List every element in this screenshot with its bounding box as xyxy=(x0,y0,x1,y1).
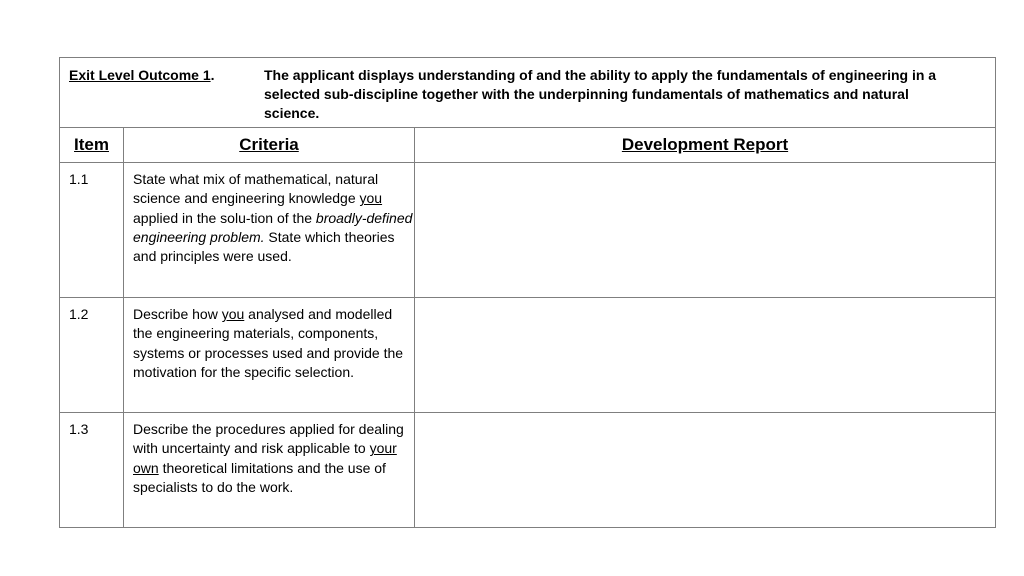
criteria-column-header: Criteria xyxy=(124,128,415,163)
criteria-text: Describe how you analysed and modelled the engineering materials, components, systems or processes used and provide the motivation for the specific selection. xyxy=(124,298,415,413)
report-column-header: Development Report xyxy=(415,128,996,163)
item-number: 1.1 xyxy=(60,163,124,298)
criteria-text: State what mix of mathematical, natural science and engineering knowledge you applied in the solu-tion of the broadly-defined engineering problem. State which theories and principles were used. xyxy=(124,163,415,298)
item-number: 1.2 xyxy=(60,298,124,413)
table-row xyxy=(60,163,996,298)
criteria-text: Describe the procedures applied for dealing with uncertainty and risk applicable to your own theoretical limitations and the use of specialists to do the work. xyxy=(124,413,415,528)
outcome-description: The applicant displays understanding of and the ability to apply the fundamentals of engineering in a selected sub-discipline together with the underpinning fundamentals of mathematics and natural science. xyxy=(264,67,937,121)
item-column-header: Item xyxy=(60,128,124,163)
outcome-label: Exit Level Outcome 1. xyxy=(69,67,215,83)
column-header-row xyxy=(60,128,996,163)
table-row xyxy=(60,298,996,413)
table-row xyxy=(60,413,996,528)
exit-level-outcome-table xyxy=(59,57,996,528)
development-report-cell[interactable] xyxy=(415,298,996,413)
item-number: 1.3 xyxy=(60,413,124,528)
development-report-cell[interactable] xyxy=(415,413,996,528)
outcome-header-cell xyxy=(60,58,996,128)
development-report-cell[interactable] xyxy=(415,163,996,298)
